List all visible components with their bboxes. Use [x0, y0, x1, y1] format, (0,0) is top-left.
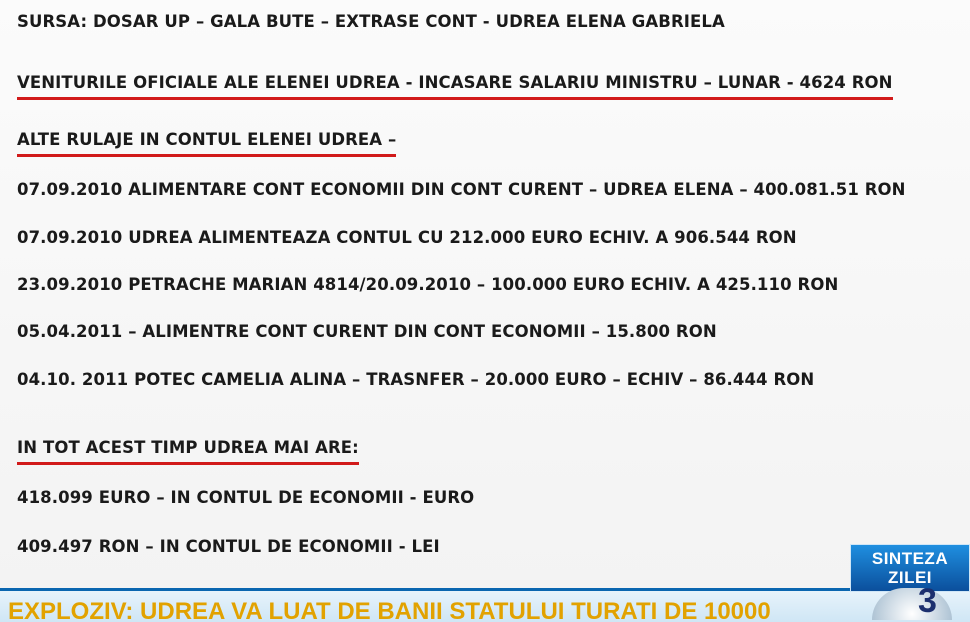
transaction-line: 04.10. 2011 POTEC CAMELIA ALINA – TRASNFER – 20.000 EURO – ECHIV – 86.444 RON: [17, 370, 815, 389]
official-income-line: VENITURILE OFICIALE ALE ELENEI UDREA - INCASARE SALARIU MINISTRU – LUNAR - 4624 RON: [17, 73, 893, 100]
balance-line: 418.099 EURO – IN CONTUL DE ECONOMII - EURO: [17, 488, 475, 507]
news-ticker: [0, 588, 970, 622]
ticker-text: EXPLOZIV: UDREA VA LUAT DE BANII STATULUI TURATI DE 10000: [8, 598, 771, 622]
transaction-line: 23.09.2010 PETRACHE MARIAN 4814/20.09.2010 – 100.000 EURO ECHIV. A 425.110 RON: [17, 275, 839, 294]
balance-line: 409.497 RON – IN CONTUL DE ECONOMII - LEI: [17, 537, 440, 556]
show-logo-box: [850, 544, 970, 592]
source-line: SURSA: DOSAR UP – GALA BUTE – EXTRASE CONT - UDREA ELENA GABRIELA: [17, 12, 725, 31]
transactions-heading: ALTE RULAJE IN CONTUL ELENEI UDREA –: [17, 130, 396, 157]
show-logo: [850, 544, 970, 619]
transaction-line: 07.09.2010 UDREA ALIMENTEAZA CONTUL CU 212.000 EURO ECHIV. A 906.544 RON: [17, 228, 797, 247]
show-logo-line2: ZILEI: [887, 568, 933, 587]
balances-heading: IN TOT ACEST TIMP UDREA MAI ARE:: [17, 438, 359, 465]
channel-number: 3: [918, 582, 937, 620]
channel-logo-icon: [872, 582, 952, 620]
show-logo-line1: SINTEZA: [871, 549, 949, 568]
transaction-line: 05.04.2011 – ALIMENTRE CONT CURENT DIN CONT ECONOMII – 15.800 RON: [17, 322, 717, 341]
transaction-line: 07.09.2010 ALIMENTARE CONT ECONOMII DIN CONT CURENT – UDREA ELENA – 400.081.51 RON: [17, 180, 906, 199]
